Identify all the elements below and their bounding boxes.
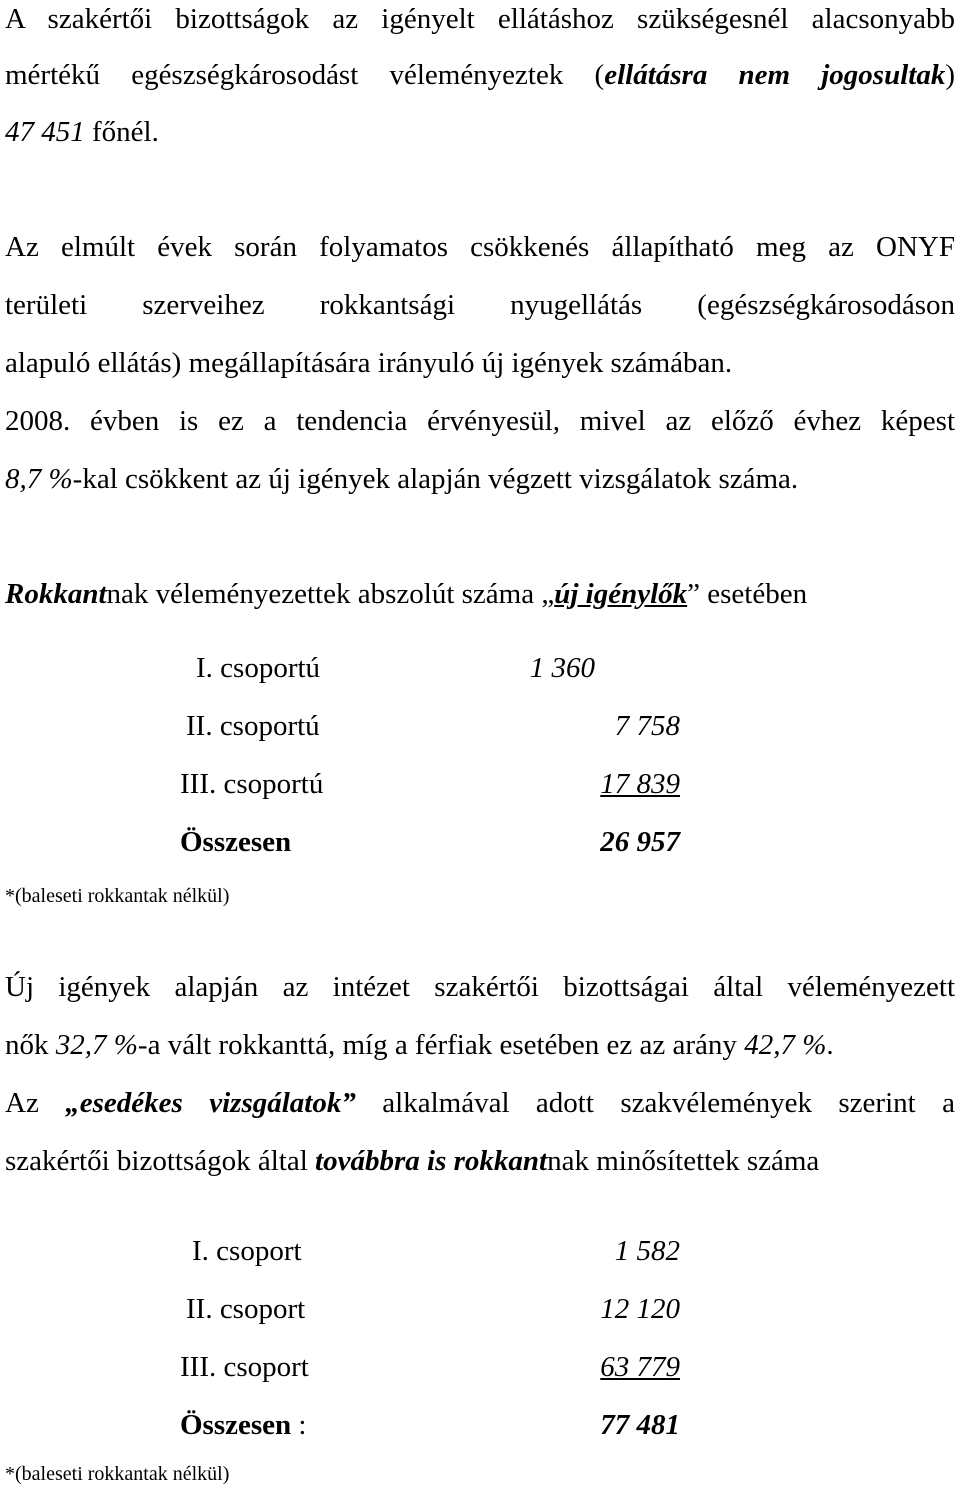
paragraph3-line4 — [5, 1144, 819, 1178]
section1-row — [0, 650, 960, 686]
women-percent: 32,7 % — [55, 1029, 138, 1061]
paragraph3-line2-mid: -a vált rokkanttá, míg a férfiak esetében ez az arány — [137, 1029, 745, 1061]
paragraph1-line3-text: főnél. — [84, 116, 159, 148]
paragraph3-line1: Új igények alapján az intézet szakértői bizottságai által véleményezett — [5, 971, 955, 1003]
section1-heading — [5, 577, 807, 611]
row-label: I. csoport — [192, 1235, 302, 1267]
men-percent: 42,7 % — [744, 1029, 827, 1061]
row-value: 17 839 — [600, 768, 680, 800]
paragraph3-line3 — [5, 1086, 955, 1120]
paragraph2-line3: alapuló ellátás) megállapítására irányuló új igények számában. — [5, 347, 733, 379]
paragraph1-line3 — [5, 115, 159, 149]
row-label: I. csoportú — [196, 652, 321, 684]
paragraph3-line4-pre: szakértői bizottságok által — [5, 1145, 316, 1177]
row-label: III. csoportú — [180, 768, 324, 800]
row-value: 1 582 — [614, 1235, 680, 1267]
paragraph3-line3-post: alkalmával adott szakvélemények szerint a — [355, 1087, 955, 1119]
paragraph3-line3-pre: Az — [5, 1087, 66, 1119]
row-label: III. csoport — [180, 1351, 309, 1383]
not-eligible-count: 47 451 — [5, 116, 85, 148]
section1-row — [0, 708, 960, 744]
due-examinations-emphasis: „esedékes vizsgálatok” — [65, 1087, 356, 1119]
paragraph2-line1: Az elmúlt évek során folyamatos csökkenés állapítható meg az ONYF — [5, 231, 955, 263]
paragraph1-line2-close: ) — [945, 59, 955, 91]
row-label: II. csoport — [186, 1293, 306, 1325]
section1-row — [0, 766, 960, 802]
total-value: 26 957 — [600, 826, 680, 858]
section1-footnote: *(baleseti rokkantak nélkül) — [5, 885, 230, 907]
total-label-text: Összesen — [180, 1409, 292, 1441]
paragraph1-line2 — [5, 58, 955, 92]
total-label: Összesen — [180, 826, 292, 858]
paragraph3-line4-post: nak minősítettek száma — [547, 1145, 820, 1177]
section1-total-row — [0, 824, 960, 860]
still-disabled-emphasis: továbbra is rokkant — [315, 1145, 548, 1177]
row-value: 63 779 — [600, 1351, 680, 1383]
paragraph3-line2 — [5, 1028, 834, 1062]
not-eligible-emphasis: ellátásra nem jogosultak — [604, 59, 946, 91]
section2-row — [0, 1233, 960, 1269]
row-value: 7 758 — [614, 710, 680, 742]
paragraph1-line1: A szakértői bizottságok az igényelt ellátáshoz szükségesnél alacsonyabb — [5, 3, 955, 35]
paragraph2-line2: területi szerveihez rokkantsági nyugellátás (egészségkárosodáson — [5, 289, 955, 321]
paragraph3-line2-pre: nők — [5, 1029, 56, 1061]
row-value: 12 120 — [600, 1293, 680, 1325]
decrease-percent: 8,7 % — [5, 463, 73, 495]
total-label-colon: : — [291, 1409, 307, 1441]
total-label — [180, 1407, 306, 1443]
row-label: II. csoportú — [186, 710, 320, 742]
section1-heading-mid: nak véleményezettek abszolút száma „ — [106, 578, 555, 610]
row-value: 1 360 — [529, 652, 595, 684]
section2-row — [0, 1291, 960, 1327]
paragraph3-line2-post: . — [826, 1029, 834, 1061]
section2-row — [0, 1349, 960, 1385]
paragraph2-line5-text: -kal csökkent az új igények alapján végzett vizsgálatok száma. — [72, 463, 799, 495]
section1-heading-post: ” esetében — [687, 578, 808, 610]
total-value: 77 481 — [600, 1409, 680, 1441]
paragraph1-line2-text: mértékű egészségkárosodást véleményeztek ( — [5, 59, 605, 91]
section2-footnote: *(baleseti rokkantak nélkül) — [5, 1463, 230, 1485]
section2-total-row — [0, 1407, 960, 1443]
paragraph2-line5 — [5, 462, 798, 496]
paragraph2-line4: 2008. évben is ez a tendencia érvényesül, mivel az előző évhez képest — [5, 405, 955, 437]
section1-heading-emph: Rokkant — [5, 578, 107, 610]
section1-heading-emph2: új igénylők — [554, 578, 688, 610]
